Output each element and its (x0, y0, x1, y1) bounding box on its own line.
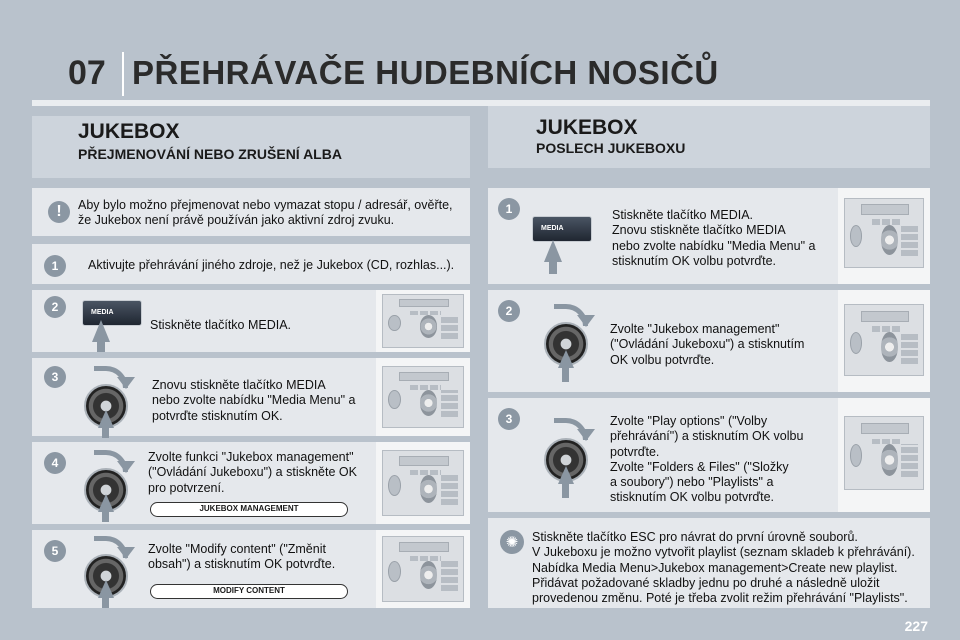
media-button-image: MEDIA (82, 300, 142, 326)
warning-text: Aby bylo možno přejmenovat nebo vymazat stopu / adresář, ověřte, že Jukebox není právě používán jako aktivní zdroj zvuku. (78, 198, 453, 228)
step-number: 2 (498, 300, 520, 322)
press-arrow-stem (562, 484, 569, 498)
chapter-divider (122, 52, 124, 96)
press-arrow-stem (102, 424, 109, 438)
press-arrow-stem (97, 338, 105, 352)
left-step-2 (32, 290, 470, 352)
press-arrow-stem (102, 594, 109, 608)
right-step-3 (488, 398, 930, 512)
step-text: Zvolte funkci "Jukebox management" ("Ovládání Jukeboxu") a stiskněte OK pro potvrzení. (148, 450, 357, 495)
step-text: Zvolte "Play options" ("Volby přehrávání") a stisknutím OK volbu potvrďte. Zvolte "Folders & Files" ("Složky a soubory") nebo "Playlists" a stisknutím OK volbu potvrďte. (610, 414, 804, 505)
menu-label-jukebox-management: JUKEBOX MANAGEMENT (150, 502, 348, 517)
left-section-heading (32, 116, 470, 178)
left-heading: JUKEBOX (78, 120, 180, 143)
radio-image-area (376, 358, 470, 436)
left-subheading: PŘEJMENOVÁNÍ NEBO ZRUŠENÍ ALBA (78, 146, 342, 162)
warning-box (32, 188, 470, 236)
tip-text: Stiskněte tlačítko ESC pro návrat do první úrovně souborů. V Jukeboxu je možno vytvořit playlist (seznam skladeb k přehrávání). Nabídka Media Menu>Jukebox management>Create new playlist. Přidávat požadované skladby jednu po druhé a následně uložit provedenou změnu. Poté je třeba zvolit režim přehrávání "Playlists". (532, 530, 915, 605)
radio-unit-icon (844, 198, 924, 268)
press-arrow-stem (562, 368, 569, 382)
radio-image-area (376, 442, 470, 524)
radio-unit-icon (382, 366, 464, 428)
press-arrow-icon (558, 466, 574, 484)
press-arrow-stem (102, 508, 109, 522)
radio-image-area (376, 290, 470, 352)
radio-unit-icon (382, 536, 464, 602)
right-step-2 (488, 290, 930, 392)
step-number: 1 (498, 198, 520, 220)
radio-unit-icon (844, 416, 924, 490)
radio-unit-icon (382, 294, 464, 348)
step-number: 3 (498, 408, 520, 430)
step-text: Aktivujte přehrávání jiného zdroje, než je Jukebox (CD, rozhlas...). (88, 258, 455, 272)
step-number: 4 (44, 452, 66, 474)
tip-box (488, 518, 930, 608)
rotate-arrow-icon (554, 418, 588, 440)
step-number: 2 (44, 296, 66, 318)
page-title: PŘEHRÁVAČE HUDEBNÍCH NOSIČŮ (132, 54, 719, 91)
step-text: Stiskněte tlačítko MEDIA. (150, 318, 292, 332)
left-step-3 (32, 358, 470, 436)
step-number: 3 (44, 366, 66, 388)
radio-image-area (838, 188, 930, 284)
menu-label-modify-content: MODIFY CONTENT (150, 584, 348, 599)
step-text: Zvolte "Jukebox management" ("Ovládání Jukeboxu") a stisknutím OK volbu potvrďte. (610, 322, 805, 367)
press-arrow-stem (549, 260, 557, 274)
radio-image-area (838, 290, 930, 392)
right-heading: JUKEBOX (536, 116, 638, 139)
step-number: 1 (44, 255, 66, 277)
press-arrow-icon (544, 240, 562, 262)
step-number: 5 (44, 540, 66, 562)
left-step-4 (32, 442, 470, 524)
right-step-1 (488, 188, 930, 284)
right-section-heading (488, 106, 930, 168)
media-button-image: MEDIA (532, 216, 592, 242)
step-text: Stiskněte tlačítko MEDIA. Znovu stiskněte tlačítko MEDIA nebo zvolte nabídku "Media Menu" a stisknutím OK volbu potvrďte. (612, 208, 816, 268)
chapter-number: 07 (68, 54, 106, 92)
radio-unit-icon (382, 450, 464, 516)
page-number: 227 (904, 618, 928, 634)
step-text: Zvolte "Modify content" ("Změnit obsah") a stisknutím OK potvrďte. (148, 542, 336, 572)
left-step-1 (32, 244, 470, 284)
left-step-5 (32, 530, 470, 608)
step-text: Znovu stiskněte tlačítko MEDIA nebo zvolte nabídku "Media Menu" a potvrďte stisknutím OK. (152, 378, 356, 423)
radio-image-area (838, 398, 930, 512)
lightbulb-icon: ✺ (500, 530, 524, 554)
radio-image-area (376, 530, 470, 608)
press-arrow-icon (558, 350, 574, 368)
right-subheading: POSLECH JUKEBOXU (536, 140, 686, 156)
warning-icon: ! (48, 201, 70, 223)
radio-unit-icon (844, 304, 924, 376)
